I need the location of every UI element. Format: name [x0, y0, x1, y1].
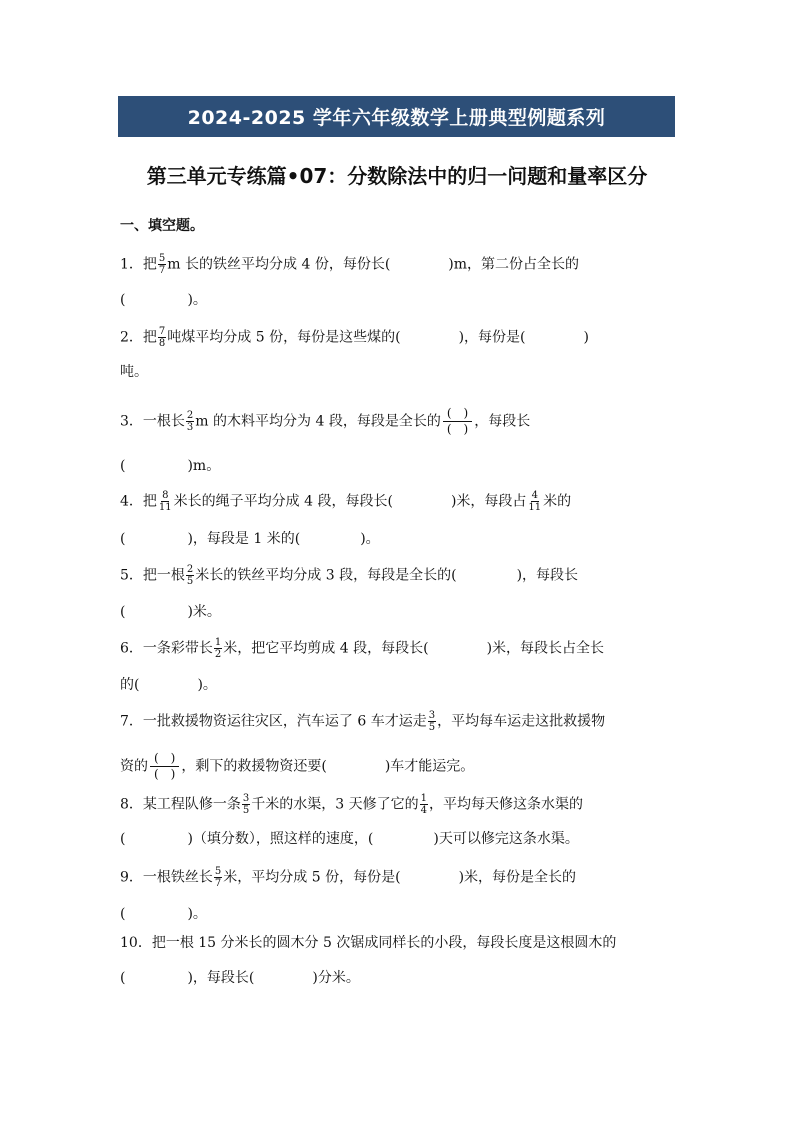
fraction: $\frac{1}{4}$	[420, 793, 428, 816]
fraction: $\frac{4}{11}$	[528, 490, 542, 513]
section-heading: 一、填空题。	[120, 218, 204, 234]
question-6-cont: 的( )。	[120, 677, 217, 693]
question-1-cont: ( )。	[120, 292, 207, 308]
fraction: $\frac{2}{5}$	[186, 564, 194, 587]
question-6: 6．一条彩带长 $\frac{1}{2}$ 米，把它平均剪成 4 段，每段长( )米，每段长占全长	[120, 637, 605, 660]
fraction: $\frac{8}{11}$	[158, 490, 172, 513]
question-1: 1．把 $\frac{5}{7}$ m 长的铁丝平均分成 4 份，每份长( )m，第二份占全长的	[120, 253, 580, 276]
fraction: $\frac{1}{2}$	[214, 637, 222, 660]
question-4-cont: ( )，每段是 1 米的( )。	[120, 531, 380, 547]
question-7-cont: 资的 $\frac{( )}{( )}$ ，剩下的救援物资还要( )车才能运完。	[120, 751, 475, 781]
question-4: 4．把 $\frac{8}{11}$ 米长的绳子平均分成 4 段，每段长( )米，每段占 $\frac{4}{11}$ 米的	[120, 490, 572, 513]
series-banner	[118, 96, 675, 137]
question-7: 7．一批救援物资运往灾区，汽车运了 6 车才运走 $\frac{3}{5}$ ，平均每车运走这批救援物	[120, 710, 606, 733]
question-10: 10．把一根 15 分米长的圆木分 5 次锯成同样长的小段，每段长度是这根圆木的	[120, 935, 617, 951]
question-10-cont: ( )，每段长( )分米。	[120, 970, 360, 986]
unit-title: 第三单元专练篇•07：分数除法中的归一问题和量率区分	[146, 164, 648, 188]
fraction: $\frac{7}{8}$	[158, 326, 166, 349]
fraction: $\frac{3}{5}$	[242, 793, 250, 816]
question-8-cont: ( )（填分数），照这样的速度，( )天可以修完这条水渠。	[120, 831, 579, 847]
fraction-blank[interactable]: $\frac{( )}{( )}$	[443, 406, 472, 437]
fraction: $\frac{5}{7}$	[214, 866, 222, 889]
question-3: 3．一根长 $\frac{2}{3}$ m 的木料平均分为 4 段，每段是全长的 $\frac{( )}{( )}$ ，每段长	[120, 406, 531, 436]
question-2-cont: 吨。	[120, 364, 148, 380]
question-5-cont: ( )米。	[120, 604, 221, 620]
question-8: 8．某工程队修一条 $\frac{3}{5}$ 千米的水渠，3 天修了它的 $\frac{1}{4}$ ，平均每天修这条水渠的	[120, 793, 584, 816]
question-9: 9．一根铁丝长 $\frac{5}{7}$ 米，平均分成 5 份，每份是( )米，每份是全长的	[120, 866, 577, 889]
fraction: $\frac{3}{5}$	[428, 710, 436, 733]
question-2: 2．把 $\frac{7}{8}$ 吨煤平均分成 5 份，每份是这些煤的( )，每份是( )	[120, 326, 589, 349]
question-5: 5．把一根 $\frac{2}{5}$ 米长的铁丝平均分成 3 段，每段是全长的( )，每段长	[120, 564, 579, 587]
fraction: $\frac{5}{7}$	[158, 253, 166, 276]
question-3-cont: ( )m。	[120, 458, 221, 474]
fraction-blank[interactable]: $\frac{( )}{( )}$	[150, 751, 179, 782]
banner-title: 2024-2025 学年六年级数学上册典型例题系列	[187, 107, 606, 129]
question-9-cont: ( )。	[120, 906, 207, 922]
fraction: $\frac{2}{3}$	[186, 410, 194, 433]
